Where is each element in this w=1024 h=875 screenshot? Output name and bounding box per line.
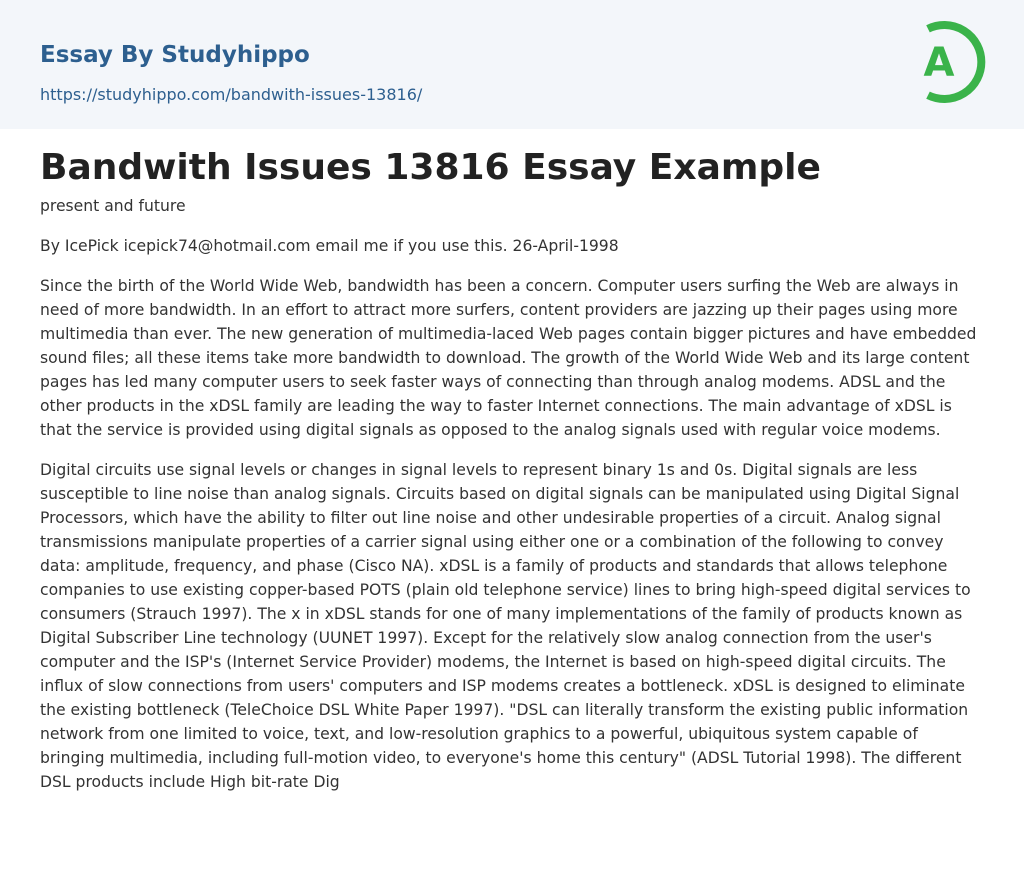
essay-byline: By IcePick icepick74@hotmail.com email me if you use this. 26-April-1998 [40,237,619,255]
logo-letter: A [923,40,955,86]
essay-paragraph: Digital circuits use signal levels or changes in signal levels to represent binary 1s and 0s. Digital signals are less susceptible to line noise than analog signals. Circuits based on digital signals can be manipulated using Digital Signal Processors, which have the ability to filter out line noise and other undesirable properties of a circuit. Analog signal transmissions manipulate properties of a carrier signal using either one or a combination of the following to convey data: amplitude, frequency, and phase (Cisco NA). xDSL is a family of products and standards that allows telephone companies to use existing copper-based POTS (plain old telephone service) lines to bring high-speed digital services to consumers (Strauch 1997). The x in xDSL stands for one of many implementations of the family of products known as Digital Subscriber Line technology (UUNET 1997). Except for the relatively slow analog connection from the user's computer and the ISP's (Internet Service Provider) modems, the Internet is based on high-speed digital circuits. The influx of slow connections from users' computers and ISP modems creates a bottleneck. xDSL is designed to eliminate the existing bottleneck (TeleChoice DSL White Paper 1997). "DSL can literally transform the existing public information network from one limited to voice, text, and low-resolution graphics to a powerful, ubiquitous system capable of bringing multimedia, including full-motion video, to everyone's home this century" (ADSL Tutorial 1998). The different DSL products include High bit-rate Dig [40,461,971,791]
studyhippo-logo-icon[interactable] [908,18,988,106]
essay-body [40,194,986,810]
essay-subtitle: present and future [40,197,186,215]
page-title: Bandwith Issues 13816 Essay Example [40,147,821,188]
site-header [0,0,1024,129]
site-brand[interactable]: Essay By Studyhippo [40,42,310,68]
page-url-link[interactable]: https://studyhippo.com/bandwith-issues-13816/ [40,85,423,104]
essay-paragraph: Since the birth of the World Wide Web, bandwidth has been a concern. Computer users surfing the Web are always in need of more bandwidth. In an effort to attract more surfers, content providers are jazzing up their pages using more multimedia than ever. The new generation of multimedia-laced Web pages contain bigger pictures and have embedded sound files; all these items take more bandwidth to download. The growth of the World Wide Web and its large content pages has led many computer users to seek faster ways of connecting than through analog modems. ADSL and the other products in the xDSL family are leading the way to faster Internet connections. The main advantage of xDSL is that the service is provided using digital signals as opposed to the analog signals used with regular voice modems. [40,277,977,439]
